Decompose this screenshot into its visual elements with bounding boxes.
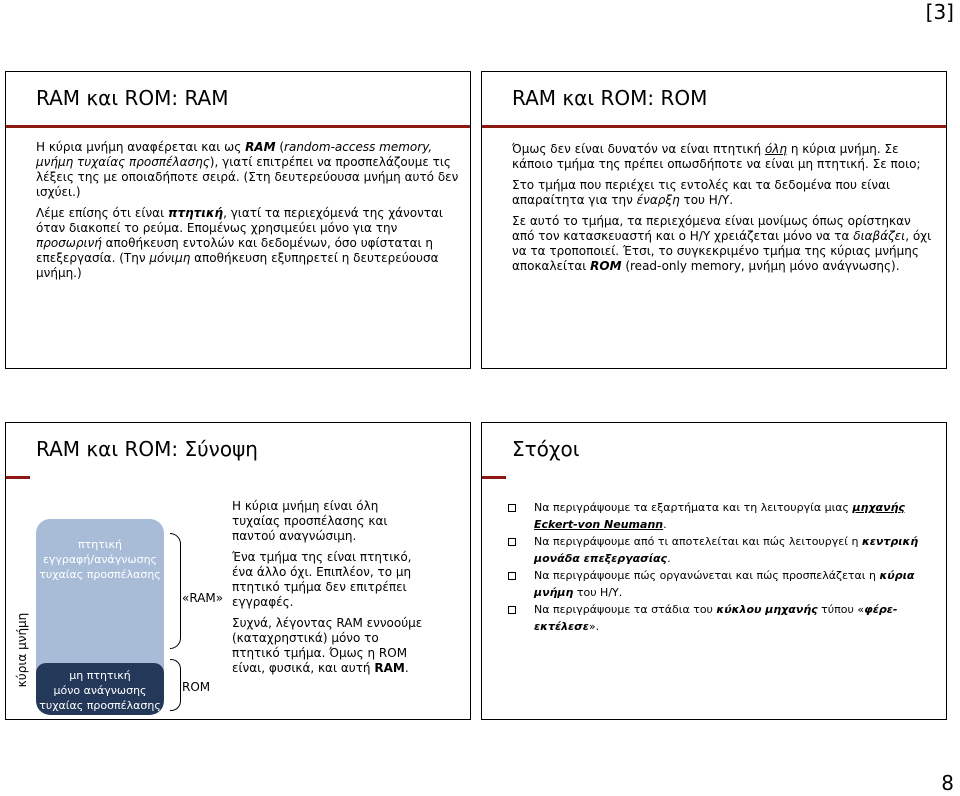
region-line: πτητική — [77, 538, 123, 551]
goals-list — [506, 499, 934, 635]
text: του Η/Υ. — [679, 193, 734, 207]
paragraph — [232, 616, 424, 676]
text: αποθήκευση εντολών και δεδομένων, όσο υφίσταται η επεξεργασία. (Την — [36, 236, 433, 265]
slide-title: RAM και ROM: Σύνοψη — [36, 437, 258, 461]
text: αποθήκευση εξυπηρετεί η δευτερεύουσα μνήμη.) — [36, 251, 439, 280]
rom-bracket — [170, 659, 181, 711]
paragraph: Ένα τμήμα της είναι πτητικό, ένα άλλο όχι. Επιπλέον, το μη πτητικό τμήμα δεν επιτρέπει εγγραφές. — [232, 550, 412, 609]
emphasis: RAM — [245, 140, 276, 154]
text: Να περιγράψουμε πώς οργανώνεται και πώς προσπελάζεται η — [534, 569, 880, 582]
text: Συχνά, λέγοντας RAM εννοούμε (καταχρηστικά) μόνο το πτητικό τμήμα. Όμως η ROM είναι, φυσικά, και αυτή — [232, 616, 423, 675]
list-item — [506, 601, 934, 635]
emphasis: ROM — [590, 259, 622, 273]
square-bullet-icon — [508, 504, 516, 512]
slide-title: RAM και ROM: RAM — [36, 86, 229, 110]
text: του Η/Υ. — [573, 586, 623, 599]
region-line: μη πτητική — [69, 669, 131, 682]
emphasis: προσωρινή — [36, 236, 102, 250]
list-item — [506, 499, 934, 533]
text: . — [404, 661, 409, 675]
text: η κύρια μνήμη. Σε κάποιο τμήμα της πρέπει οπωσδήποτε να είναι μη πτητική. Σε ποιο; — [512, 142, 921, 171]
text: (read-only memory, μνήμη μόνο ανάγνωσης). — [621, 259, 900, 273]
paragraph — [36, 206, 460, 281]
text: ». — [588, 620, 600, 633]
text: , γιατί τα περιεχόμενά της χάνονται όταν διακοπεί το ρεύμα. Επομένως χρησιμεύει μόνο για την — [36, 206, 443, 235]
text: Να περιγράψουμε τα στάδια του — [534, 603, 717, 616]
text: ( — [275, 140, 285, 154]
memory-block — [36, 519, 164, 715]
main-memory-label: κύρια μνήμη — [15, 612, 29, 688]
square-bullet-icon — [508, 572, 516, 580]
emphasis: έναρξη — [636, 193, 680, 207]
slide-ram — [5, 71, 471, 369]
summary-text — [232, 499, 424, 682]
text: Όμως δεν είναι δυνατόν να είναι πτητική — [512, 142, 765, 156]
title-rule — [6, 125, 470, 128]
paragraph — [512, 178, 936, 208]
ram-region — [36, 537, 164, 582]
emphasis: RAM — [374, 661, 405, 675]
text: τύπου « — [817, 603, 865, 616]
text: , όχι να τα τροποποιεί. Έτσι, το συγκεκριμένο τμήμα της κύριας μνήμης αποκαλείται — [512, 229, 932, 273]
text: . — [663, 518, 667, 531]
slide-rom — [481, 71, 947, 369]
list-item — [506, 567, 934, 601]
text: Λέμε επίσης ότι είναι — [36, 206, 168, 220]
region-line: τυχαίας προσπέλασης — [39, 699, 161, 712]
text: Να περιγράψουμε τα εξαρτήματα και τη λειτουργία μιας — [534, 501, 853, 514]
title-rule — [482, 125, 946, 128]
emphasis: διαβάζει — [853, 229, 906, 243]
list-item — [506, 533, 934, 567]
title-rule — [6, 476, 30, 479]
rom-label: ROM — [182, 680, 211, 694]
paragraph — [512, 142, 936, 172]
slide-summary — [5, 422, 471, 720]
emphasis: πτητική — [167, 206, 224, 220]
ram-label: «RAM» — [182, 591, 224, 605]
square-bullet-icon — [508, 606, 516, 614]
emphasis: μηχανής Eckert-von Neumann — [534, 501, 905, 531]
square-bullet-icon — [508, 538, 516, 546]
text: Σε αυτό το τμήμα, τα περιεχόμενα είναι μονίμως όπως ορίστηκαν από τον κατασκευαστή και ο Η/Υ χρειάζεται μόνο να τα — [512, 214, 911, 243]
slide-body — [36, 140, 460, 287]
text: Στο τμήμα που περιέχει τις εντολές και τα δεδομένα που είναι απαραίτητα για την — [512, 178, 891, 207]
slide-body — [512, 142, 936, 280]
slide-title: RAM και ROM: ROM — [512, 86, 708, 110]
rom-region — [36, 663, 164, 715]
text: Η κύρια μνήμη αναφέρεται και ως — [36, 140, 246, 154]
page-number-top: [3] — [925, 0, 954, 24]
region-line: τυχαίας προσπέλασης — [39, 568, 161, 581]
slide-title: Στόχοι — [512, 437, 580, 461]
text: ), γιατί επιτρέπει να προσπελάζουμε τις λέξεις της με οποιαδήποτε σειρά. (Στη δευτερεύουσα μνήμη αυτό δεν ισχύει.) — [36, 155, 459, 199]
emphasis: όλη — [764, 142, 788, 156]
title-rule — [482, 476, 506, 479]
emphasis: φέρε-εκτέλεσε — [534, 603, 898, 633]
text: . — [667, 552, 671, 565]
paragraph: Η κύρια μνήμη είναι όλη τυχαίας προσπέλασης και παντού αναγνώσιμη. — [232, 499, 388, 543]
paragraph — [36, 140, 460, 200]
emphasis: κύκλου μηχανής — [716, 603, 818, 616]
emphasis: random-access memory, μνήμη τυχαίας προσπέλασης — [36, 140, 433, 169]
paragraph — [512, 214, 936, 274]
ram-bracket — [170, 533, 181, 649]
page-number-bottom: 8 — [941, 771, 954, 795]
emphasis: κεντρική μονάδα επεξεργασίας — [534, 535, 919, 565]
region-line: εγγραφή/ανάγνωσης — [42, 553, 158, 566]
region-line: μόνο ανάγνωσης — [53, 684, 147, 697]
emphasis: κύρια μνήμη — [534, 569, 915, 599]
emphasis: μόνιμη — [149, 251, 191, 265]
slide-goals — [481, 422, 947, 720]
text: Να περιγράψουμε από τι αποτελείται και πώς λειτουργεί η — [534, 535, 862, 548]
